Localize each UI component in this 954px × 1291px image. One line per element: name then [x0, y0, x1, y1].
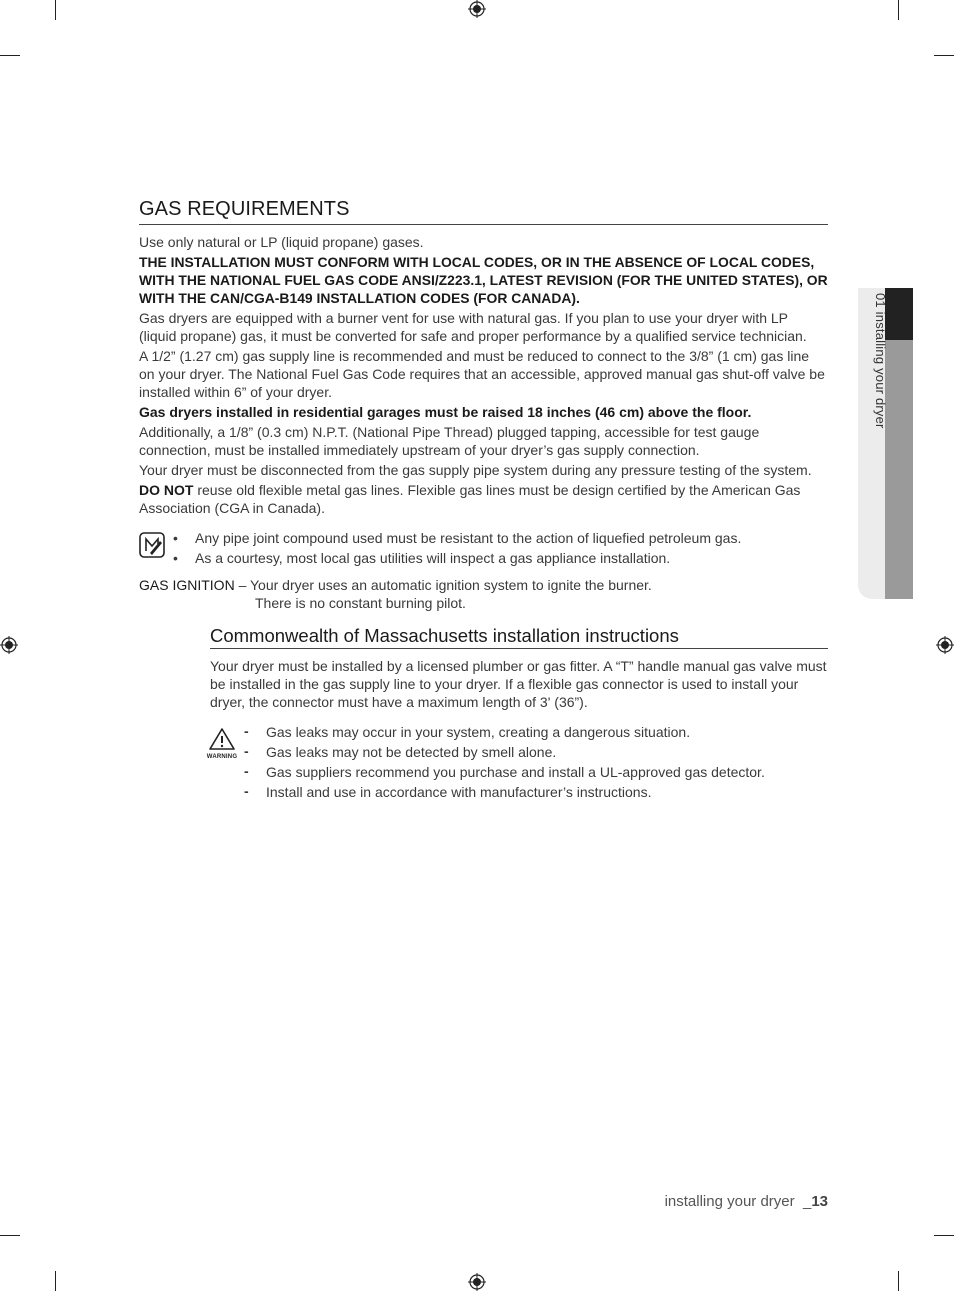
- registration-mark-icon: [468, 0, 486, 18]
- note-list: [139, 528, 828, 568]
- subsection-title: Commonwealth of Massachusetts installation instructions: [210, 625, 828, 649]
- do-not-label: DO NOT: [139, 482, 194, 498]
- crop-mark: [0, 55, 20, 56]
- list-item: • As a courtesy, most local gas utilities will inspect a gas appliance installation.: [173, 548, 828, 568]
- chapter-tab-label: 01 installing your dryer: [873, 293, 888, 429]
- paragraph-tapping: Additionally, a 1/8” (0.3 cm) N.P.T. (National Pipe Thread) plugged tapping, accessible for test gauge connection, must be installed immediately upstream of your dryer’s gas supply connection.: [139, 424, 760, 458]
- warning-badge: [204, 728, 240, 760]
- registration-mark-icon: [936, 636, 954, 654]
- page-footer: [665, 1193, 828, 1210]
- crop-mark: [55, 0, 56, 20]
- list-item: • Any pipe joint compound used must be resistant to the action of liquefied petroleum gas.: [173, 528, 828, 548]
- warning-block: [206, 722, 828, 802]
- crop-mark: [55, 1271, 56, 1291]
- garage-notice: Gas dryers installed in residential garages must be raised 18 inches (46 cm) above the floor.: [139, 404, 752, 420]
- list-item: - Gas leaks may not be detected by smell alone.: [244, 742, 828, 762]
- crop-mark: [898, 0, 899, 20]
- paragraph-pressure-test: Your dryer must be disconnected from the gas supply pipe system during any pressure testing of the system.: [139, 462, 812, 478]
- chapter-tab-marker: [885, 288, 913, 340]
- intro-text: Use only natural or LP (liquid propane) gases.: [139, 234, 424, 250]
- note-block: [139, 528, 828, 568]
- crop-mark: [934, 1235, 954, 1236]
- page-number: 13: [811, 1193, 828, 1210]
- list-item: - Gas leaks may occur in your system, creating a dangerous situation.: [244, 722, 828, 742]
- massachusetts-section: [206, 625, 828, 802]
- list-item: - Install and use in accordance with manufacturer’s instructions.: [244, 782, 828, 802]
- gas-ignition-label: GAS IGNITION: [139, 577, 235, 593]
- chapter-tab-bar: [885, 340, 913, 599]
- gas-ignition-text-2: There is no constant burning pilot.: [255, 595, 466, 611]
- paragraph-do-not: [139, 481, 828, 517]
- warning-list: [210, 722, 828, 802]
- gas-ignition-block: [139, 576, 828, 612]
- registration-mark-icon: [0, 636, 18, 654]
- crop-mark: [898, 1271, 899, 1291]
- gas-ignition-text: – Your dryer uses an automatic ignition system to ignite the burner.: [234, 577, 652, 593]
- registration-mark-icon: [468, 1273, 486, 1291]
- crop-mark: [0, 1235, 20, 1236]
- section-title: GAS REQUIREMENTS: [139, 198, 828, 225]
- warning-triangle-icon: [209, 728, 235, 750]
- footer-text: installing your dryer _: [664, 1193, 812, 1210]
- subsection-text: Your dryer must be installed by a licensed plumber or gas fitter. A “T” handle manual gas valve must be installed in the gas supply line to your dryer. If a flexible gas connector is used to install your dryer, the connector must have a maximum length of 3' (36”).: [210, 658, 827, 710]
- paragraph-supply-line: A 1/2” (1.27 cm) gas supply line is recommended and must be reduced to connect to the 3/8” (1 cm) gas line on your dryer. The National Fuel Gas Code requires that an accessible, approved manual gas shut-off valve be installed within 6” of your dryer.: [139, 348, 825, 400]
- do-not-text: reuse old flexible metal gas lines. Flexible gas lines must be design certified by the American Gas Association (CGA in Canada).: [139, 482, 801, 516]
- code-notice: THE INSTALLATION MUST CONFORM WITH LOCAL CODES, OR IN THE ABSENCE OF LOCAL CODES, WITH THE NATIONAL FUEL GAS CODE ANSI/Z223.1, LATEST REVISION (FOR THE UNITED STATES), OR WITH THE CAN/CGA-B149 INSTALLATION CODES (FOR CANADA).: [139, 254, 828, 306]
- warning-label: WARNING: [206, 754, 238, 760]
- list-item: - Gas suppliers recommend you purchase and install a UL-approved gas detector.: [244, 762, 828, 782]
- page-content: [139, 198, 828, 802]
- crop-mark: [934, 55, 954, 56]
- paragraph-lp-gas: Gas dryers are equipped with a burner vent for use with natural gas. If you plan to use your dryer with LP (liquid propane) gas, it must be converted for safe and proper performance by a qualified service technician.: [139, 310, 807, 344]
- note-pencil-icon: [139, 532, 165, 558]
